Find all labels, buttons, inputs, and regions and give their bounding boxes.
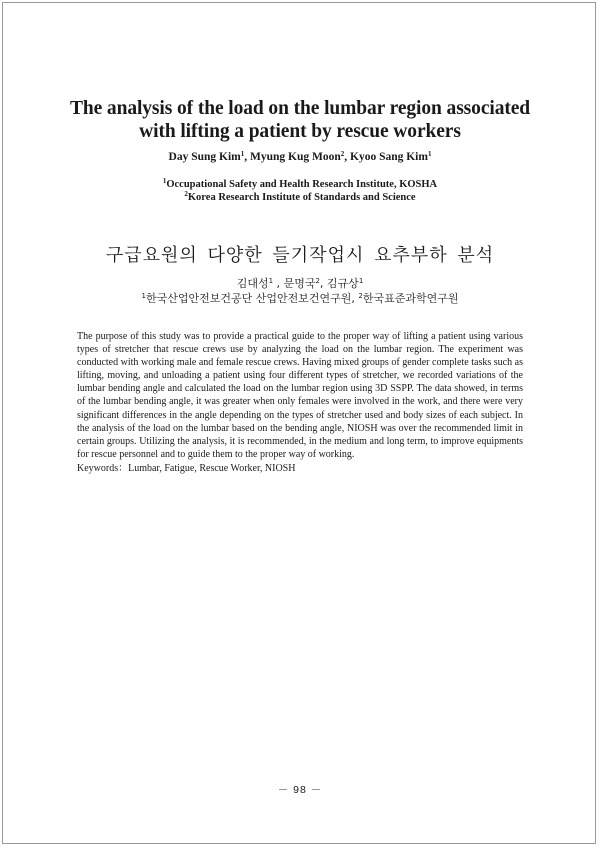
author-name: Myung Kug Moon	[250, 151, 341, 163]
korean-author-separator: ,	[319, 277, 327, 290]
korean-affiliation-list	[0, 291, 600, 306]
korean-affiliation-separator: ,	[351, 292, 359, 305]
author	[350, 151, 431, 163]
author-separator: ,	[244, 151, 250, 163]
abstract: The purpose of this study was to provide a practical guide to the proper way of lifting a patient using various types of stretcher that rescue crews use by analyzing the load on the lumbar region. The experiment was conducted with working male and female rescue crews. Having mixed groups of gender complete tasks such as lifting, moving, and unloading a patient using four different types of stretcher, we recorded variations of the lumbar bending angle and calculated the load on the lumbar region using 3D SSPP. The data showed, in terms of the lumbar bending angle, it was greater when only females were involved in the work, and there were very significant differences in the angle depending on the types of stretcher used and body sizes of each subject. In the analysis of the load on the lumbar based on the bending angle, NIOSH was over the recommended limit in certain groups. Utilizing the analysis, it is recommended, in the medium and long term, to improve equipments for rescue personnel and to guide them to the proper way of working.	[77, 331, 523, 460]
author-name: Day Sung Kim	[168, 151, 241, 163]
page-number: － 98 －	[277, 784, 323, 796]
korean-author-block	[0, 276, 600, 306]
author-list	[0, 151, 600, 163]
paper-title	[0, 97, 600, 143]
korean-author-affiliation-mark: 1	[358, 277, 364, 285]
author-affiliation-mark: 1	[240, 150, 245, 158]
korean-affiliation-mark: 2	[358, 292, 363, 300]
affiliation-text: Occupational Safety and Health Research Institute, KOSHA	[166, 179, 438, 190]
keywords	[77, 459, 523, 474]
affiliation-text: Korea Research Institute of Standards and Science	[187, 192, 416, 203]
author	[169, 151, 250, 163]
korean-author-separator: ,	[273, 277, 284, 290]
paper-title-line2: with lifting a patient by rescue workers	[139, 121, 461, 142]
korean-affiliation-text: 한국표준과학연구원	[362, 292, 459, 305]
korean-affiliation-mark: 1	[141, 292, 146, 300]
author	[250, 151, 350, 163]
korean-title: 구급요원의 다양한 들기작업시 요추부하 분석	[105, 245, 495, 266]
affiliation-mark: 2	[184, 190, 188, 198]
author-separator: ,	[344, 151, 350, 163]
author-affiliation-mark: 2	[340, 150, 345, 158]
author-affiliation-mark: 1	[427, 150, 432, 158]
affiliation-list	[0, 178, 600, 204]
affiliation-mark: 1	[162, 177, 167, 185]
korean-affiliation-text: 한국산업안전보건공단 산업안전보건연구원	[145, 292, 352, 305]
korean-author-affiliation-mark: 2	[315, 277, 320, 285]
paper-title-line1: The analysis of the load on the lumbar region associated	[69, 98, 531, 119]
korean-author-name: 문명국	[283, 277, 316, 290]
affiliation	[0, 178, 600, 191]
keywords-text: Lumbar, Fatigue, Rescue Worker, NIOSH	[128, 463, 296, 474]
korean-author-name: 김규상	[326, 277, 359, 290]
korean-author-list	[0, 276, 600, 291]
affiliation	[0, 191, 600, 204]
korean-author-affiliation-mark: 1	[268, 277, 274, 285]
author-name: Kyoo Sang Kim	[350, 151, 428, 163]
korean-author-name: 김대성	[236, 277, 269, 290]
keywords-label: Keywords：	[77, 463, 129, 474]
